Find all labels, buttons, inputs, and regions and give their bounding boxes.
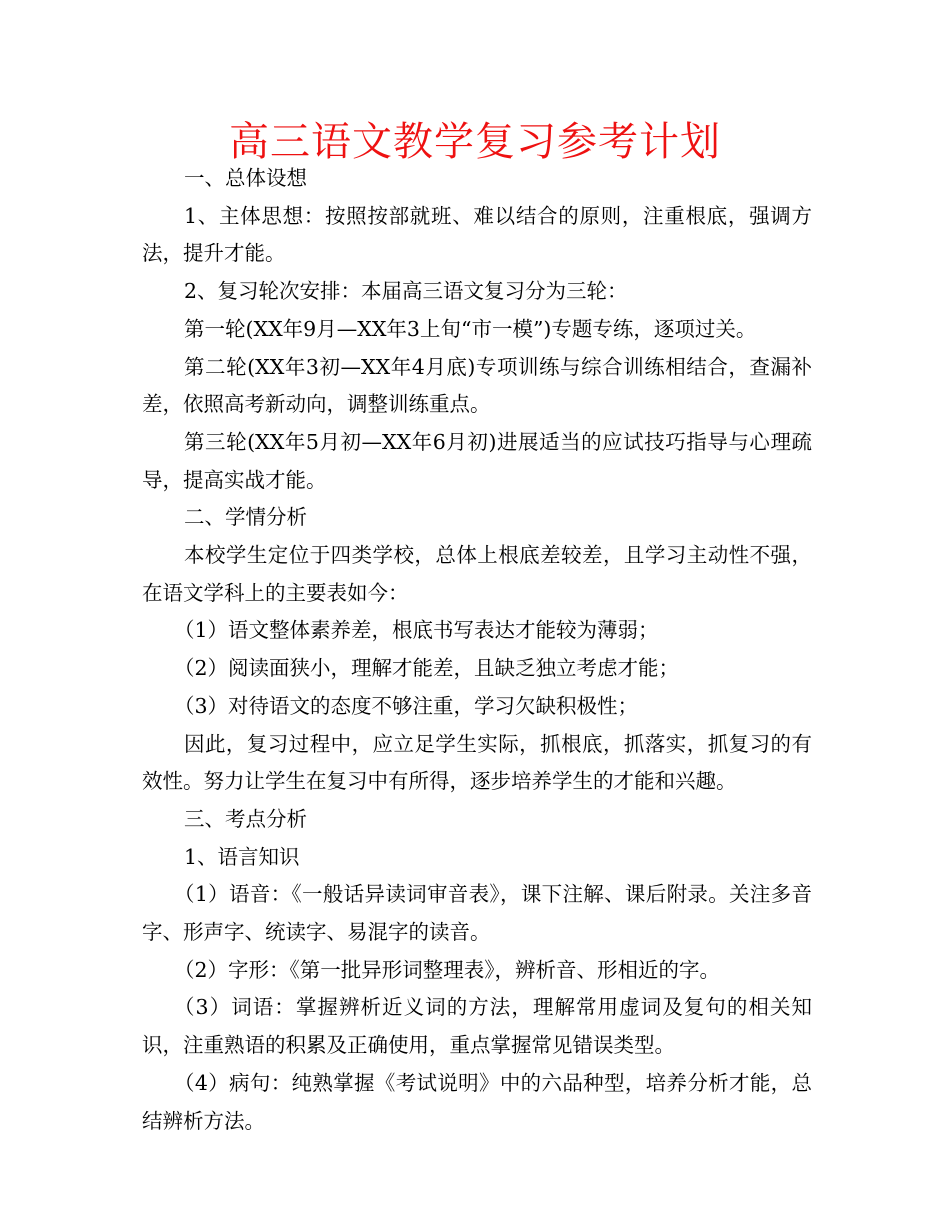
paragraph-round-one: 第一轮(XX年9月—XX年3上旬“市一模”)专题专练，逐项过关。 bbox=[184, 316, 757, 341]
list-item-faulty-sentences: （4）病句：纯熟掌握《考试说明》中的六品种型，培养分析才能，总结辨析方法。 bbox=[142, 1070, 812, 1133]
heading-student-analysis: 二、学情分析 bbox=[184, 505, 307, 530]
heading-language-knowledge: 1、语言知识 bbox=[184, 844, 300, 869]
list-item-vocabulary: （3）词语：掌握辨析近义词的方法，理解常用虚词及复句的相关知识，注重熟语的积累及正确使用，重点掌握常见错误类型。 bbox=[142, 995, 812, 1058]
document-title: 高三语文教学复习参考计划 bbox=[229, 119, 721, 165]
paragraph-main-idea: 1、主体思想：按照按部就班、难以结合的原则，注重根底，强调方法，提升才能。 bbox=[142, 203, 812, 266]
list-item-weakness-2: （2）阅读面狭小，理解才能差，且缺乏独立考虑才能； bbox=[174, 656, 680, 681]
paragraph-round-three: 第三轮(XX年5月初—XX年6月初)进展适当的应试技巧指导与心理疏导，提高实战才能。 bbox=[142, 429, 812, 492]
paragraph-student-situation: 本校学生定位于四类学校，总体上根底差较差，且学习主动性不强，在语文学科上的主要表如今： bbox=[142, 543, 812, 605]
document-body bbox=[142, 160, 812, 1140]
list-item-pronunciation: （1）语音：《一般话异读词审音表》，课下注解、课后附录。关注多音字、形声字、统读字、易混字的读音。 bbox=[142, 882, 812, 945]
list-item-weakness-3: （3）对待语文的态度不够注重，学习欠缺积极性； bbox=[174, 693, 639, 718]
heading-overall-plan: 一、总体设想 bbox=[184, 166, 307, 190]
list-item-glyph: （2）字形：《第一批异形词整理表》，辨析音、形相近的字。 bbox=[174, 957, 721, 982]
paragraph-therefore: 因此，复习过程中，应立足学生实际，抓根底，抓落实，抓复习的有效性。努力让学生在复习中有所得，逐步培养学生的才能和兴趣。 bbox=[142, 731, 812, 794]
paragraph-round-two: 第二轮(XX年3初—XX年4月底)专项训练与综合训练相结合，查漏补差，依照高考新动向，调整训练重点。 bbox=[142, 354, 812, 417]
heading-exam-points: 三、考点分析 bbox=[184, 806, 307, 831]
list-item-weakness-1: （1）语文整体素养差，根底书写表达才能较为薄弱； bbox=[174, 618, 659, 643]
paragraph-review-rounds: 2、复习轮次安排：本届高三语文复习分为三轮： bbox=[184, 279, 628, 304]
